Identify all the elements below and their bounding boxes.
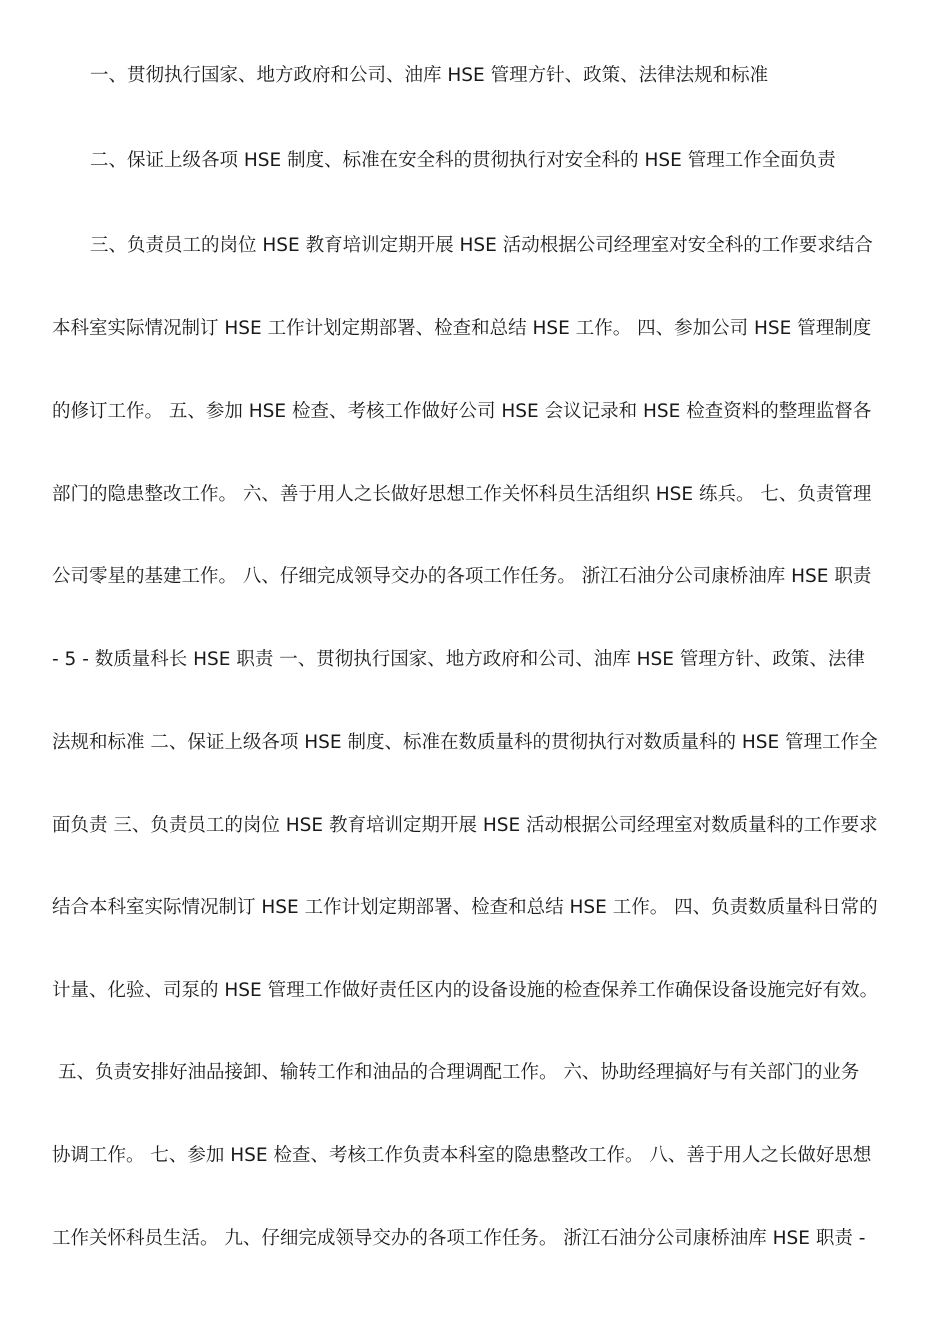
paragraph-line: 协调工作。 七、参加 HSE 检查、考核工作负责本科室的隐患整改工作。 八、善于用人之长做好思想 — [52, 1145, 872, 1166]
paragraph-line: 部门的隐患整改工作。 六、善于用人之长做好思想工作关怀科员生活组织 HSE 练兵。 七、负责管理 — [52, 484, 872, 505]
paragraph-line: 面负责 三、负责员工的岗位 HSE 教育培训定期开展 HSE 活动根据公司经理室对数质量科的工作要求 — [52, 815, 878, 836]
paragraph-line: 二、保证上级各项 HSE 制度、标准在安全科的贯彻执行对安全科的 HSE 管理工作全面负责 — [90, 150, 836, 171]
paragraph-line: 一、贯彻执行国家、地方政府和公司、油库 HSE 管理方针、政策、法律法规和标准 — [90, 65, 769, 86]
paragraph-line: 计量、化验、司泵的 HSE 管理工作做好责任区内的设备设施的检查保养工作确保设备设施完好有效。 — [52, 980, 879, 1001]
paragraph-line: 三、负责员工的岗位 HSE 教育培训定期开展 HSE 活动根据公司经理室对安全科的工作要求结合 — [90, 235, 873, 256]
paragraph-line: 结合本科室实际情况制订 HSE 工作计划定期部署、检查和总结 HSE 工作。 四、负责数质量科日常的 — [52, 897, 878, 918]
paragraph-line: 公司零星的基建工作。 八、仔细完成领导交办的各项工作任务。 浙江石油分公司康桥油库 HSE 职责 — [52, 566, 872, 587]
paragraph-line: 五、负责安排好油品接卸、输转工作和油品的合理调配工作。 六、协助经理搞好与有关部门的业务 — [58, 1062, 860, 1083]
paragraph-line: 法规和标准 二、保证上级各项 HSE 制度、标准在数质量科的贯彻执行对数质量科的 HSE 管理工作全 — [52, 732, 878, 753]
paragraph-line: 工作关怀科员生活。 九、仔细完成领导交办的各项工作任务。 浙江石油分公司康桥油库 HSE 职责 - — [52, 1228, 866, 1249]
paragraph-line: 本科室实际情况制订 HSE 工作计划定期部署、检查和总结 HSE 工作。 四、参加公司 HSE 管理制度 — [52, 318, 872, 339]
paragraph-line: - 5 - 数质量科长 HSE 职责 一、贯彻执行国家、地方政府和公司、油库 HSE 管理方针、政策、法律 — [52, 649, 865, 670]
paragraph-line: 的修订工作。 五、参加 HSE 检查、考核工作做好公司 HSE 会议记录和 HSE 检查资料的整理监督各 — [52, 401, 872, 422]
